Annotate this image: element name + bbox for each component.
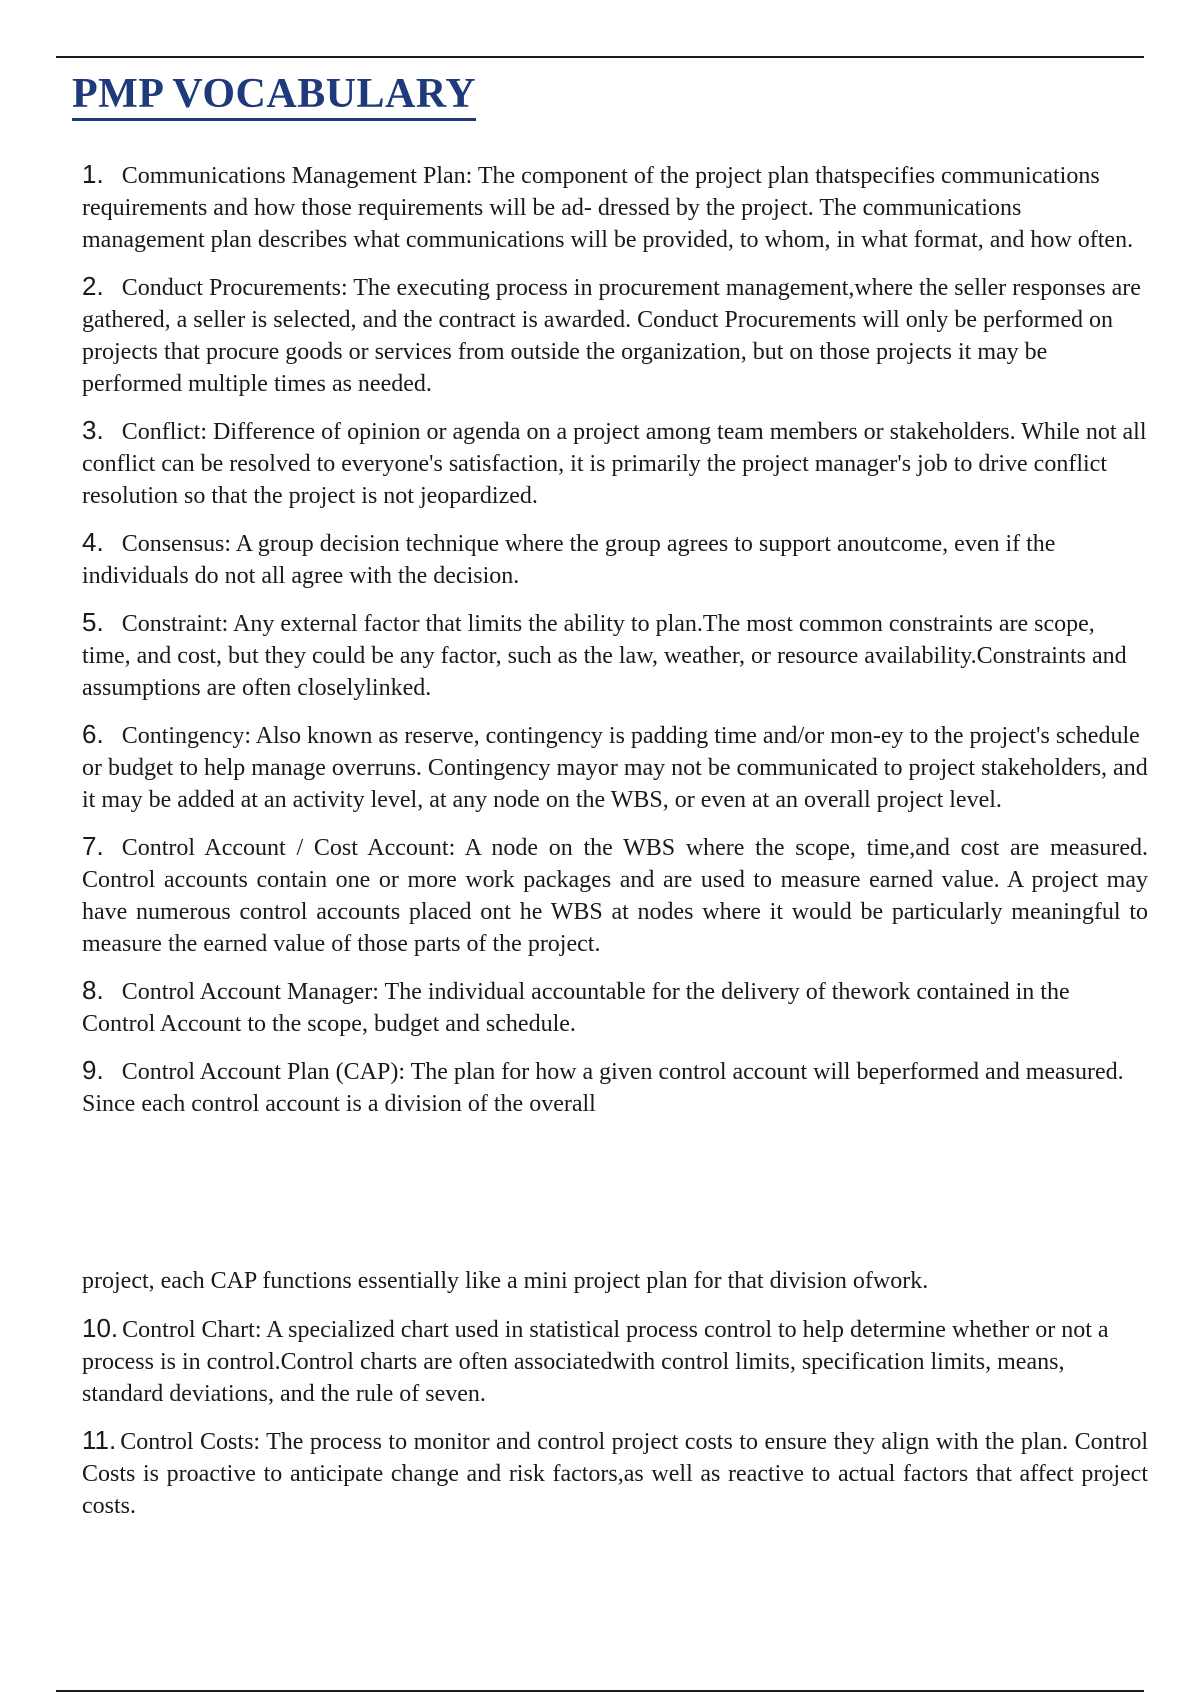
list-item (82, 270, 1148, 400)
list-item (82, 830, 1148, 960)
item-number: 4. (82, 527, 104, 557)
item-number: 5. (82, 607, 104, 637)
item-text: Consensus: A group decision technique where the group agrees to support anoutcome, even if the individuals do not all agree with the decision. (82, 531, 1056, 589)
top-rule (56, 56, 1144, 58)
item-text: Control Account / Cost Account: A node on the WBS where the scope, time,and cost are measured. Control accounts contain one or more work packages and are used to measure earned value. A project may have numerous control accounts placed ont he WBS at nodes where it would be particularly meaningful to measure the earned value of those parts of the project. (82, 835, 1148, 957)
item-text: Control Account Manager: The individual accountable for the delivery of thework contained in the Control Account to the scope, budget and schedule. (82, 979, 1070, 1037)
vocabulary-list-continued (82, 1312, 1148, 1536)
bottom-rule (56, 1690, 1144, 1692)
item-number: 11. (82, 1425, 117, 1455)
item-text: Control Costs: The process to monitor and control project costs to ensure they align with the plan. Control Costs is proactive to anticipate change and risk factors,as well as reactive to actual factors that affect project costs. (82, 1429, 1148, 1519)
item-number: 1. (82, 159, 104, 189)
item-text: Contingency: Also known as reserve, contingency is padding time and/or mon-ey to the project's schedule or budget to help manage overruns. Contingency mayor may not be communicated to project stakeholders, and it may be added at an activity level, at any node on the WBS, or even at an overall project level. (82, 723, 1148, 813)
item-number: 9. (82, 1055, 104, 1085)
list-item (82, 526, 1148, 592)
vocabulary-list (82, 158, 1148, 1134)
continuation-text: project, each CAP functions essentially like a mini project plan for that division ofwork. (82, 1268, 929, 1294)
list-item (82, 1054, 1148, 1120)
item-number: 8. (82, 975, 104, 1005)
item-number: 10. (82, 1313, 119, 1343)
item-number: 6. (82, 719, 104, 749)
item-number: 2. (82, 271, 104, 301)
item-text: Constraint: Any external factor that limits the ability to plan.The most common constraints are scope, time, and cost, but they could be any factor, such as the law, weather, or resource availability.Constraints and assumptions are often closelylinked. (82, 611, 1127, 701)
list-item (82, 158, 1148, 256)
item-number: 7. (82, 831, 104, 861)
item-number: 3. (82, 415, 104, 445)
item-text: Communications Management Plan: The component of the project plan thatspecifies communications requirements and how those requirements will be ad- dressed by the project. The communications management plan describes what communications will be provided, to whom, in what format, and how often. (82, 163, 1134, 253)
item-text: Conflict: Difference of opinion or agenda on a project among team members or stakeholders. While not all conflict can be resolved to everyone's satisfaction, it is primarily the project manager's job to drive conflict resolution so that the project is not jeopardized. (82, 419, 1147, 509)
list-item (82, 718, 1148, 816)
list-item (82, 606, 1148, 704)
item-text: Conduct Procurements: The executing process in procurement management,where the seller responses are gathered, a seller is selected, and the contract is awarded. Conduct Procurements will only be performed on projects that procure goods or services from outside the organization, but on those projects it may be performed multiple times as needed. (82, 275, 1141, 397)
page-title: PMP VOCABULARY (72, 70, 476, 121)
list-item (82, 414, 1148, 512)
list-item (82, 1424, 1148, 1522)
list-item (82, 974, 1148, 1040)
list-item (82, 1312, 1148, 1410)
item-text: Control Chart: A specialized chart used in statistical process control to help determine whether or not a process is in control.Control charts are often associatedwith control limits, specification limits, means, standard deviations, and the rule of seven. (82, 1317, 1109, 1407)
item-text: Control Account Plan (CAP): The plan for how a given control account will beperformed and measured. Since each control account is a division of the overall (82, 1059, 1124, 1117)
